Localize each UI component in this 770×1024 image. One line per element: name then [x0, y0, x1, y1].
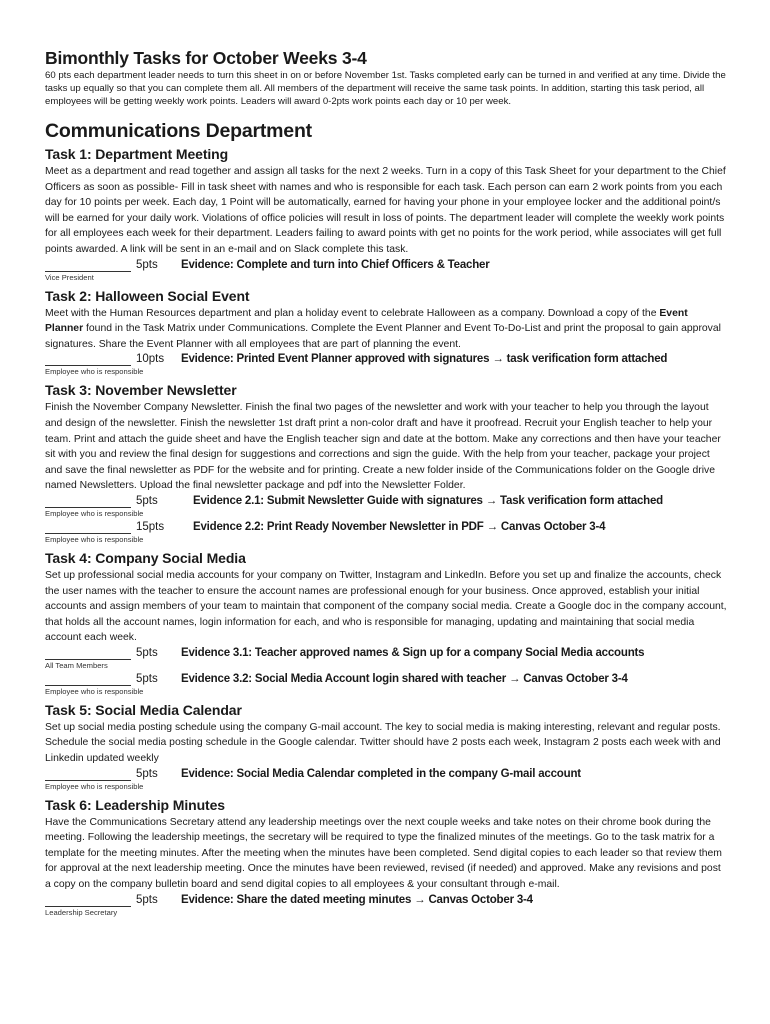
evidence-text: Evidence 2.2: Print Ready November Newsletter in PDF → Canvas October 3-4: [193, 520, 606, 533]
evidence-row: [45, 672, 727, 698]
responsible-role: Employee who is responsible: [45, 686, 144, 696]
intro-paragraph: 60 pts each department leader needs to turn this sheet in on or before November 1st. Tasks completed early can be turned in and verified at any time. Divide the tasks up equally so that you can complete them all. All members of the department will receive the same task points. In addition, starting this task period, all employees will be getting weekly work points. Leaders will award 0-2pts work points each day or 10 per week.: [45, 70, 726, 107]
responsible-role: All Team Members: [45, 660, 108, 670]
signature-line[interactable]: [45, 685, 131, 686]
evidence-row: [45, 646, 727, 672]
department-heading: Communications Department: [45, 120, 312, 142]
responsible-role: Employee who is responsible: [45, 534, 144, 544]
responsible-role: Leadership Secretary: [45, 907, 118, 917]
task-heading: Task 2: Halloween Social Event: [45, 287, 250, 304]
task-description: Set up professional social media accounts for your company on Twitter, Instagram and LinkedIn. Before you set up and finalize the accounts, check the user names with the teacher to ensure the account names are professional enough for your business. Once approved, establish your initial accounts and assign members of your team to maintain that component of the company social media. Create a Google doc in the company account, that holds all the account names, login information for each, and who is responsible for managing, updating and maintaining that social media account each week.: [45, 569, 727, 644]
points-value: 15pts: [136, 520, 165, 533]
points-value: 5pts: [136, 494, 158, 507]
points-value: 5pts: [136, 893, 158, 906]
task-sheet: [45, 48, 727, 919]
evidence-text: Evidence: Social Media Calendar completed in the company G-mail account: [181, 767, 581, 780]
task-heading: Task 4: Company Social Media: [45, 549, 246, 566]
task-3: [45, 382, 727, 546]
event-planner-term: Event Planner: [45, 307, 688, 335]
signature-line[interactable]: [45, 533, 131, 534]
task-6: [45, 797, 727, 919]
responsible-role: Employee who is responsible: [45, 367, 144, 377]
task-heading: Task 5: Social Media Calendar: [45, 701, 242, 718]
points-value: 10pts: [136, 353, 165, 366]
evidence-text: Evidence: Printed Event Planner approved with signatures → task verification form attached: [181, 353, 668, 366]
evidence-row: [45, 494, 727, 520]
evidence-row: [45, 258, 727, 284]
signature-line[interactable]: [45, 659, 131, 660]
signature-line[interactable]: [45, 365, 131, 366]
points-value: 5pts: [136, 767, 158, 780]
evidence-text: Evidence: Complete and turn into Chief Officers & Teacher: [181, 258, 490, 271]
signature-line[interactable]: [45, 507, 131, 508]
task-description: Have the Communications Secretary attend any leadership meetings over the next couple weeks and take notes on their chrome book during the meeting. Following the leadership meetings, the secretary will be required to type the finalized minutes of the meetings. Go to the task matrix for a template for the meeting minutes. After the meeting when the minutes have been completed. Send digital copies to each leader so that review them for approval at the next leadership meeting. Once the minutes have been reviewed, revised (if needed) and approved. Make any revisions and post a copy on the company bulletin board and send digital copies to all employees & your consultant through e-mail.: [45, 816, 722, 891]
responsible-role: Employee who is responsible: [45, 508, 144, 518]
page-title: Bimonthly Tasks for October Weeks 3-4: [45, 48, 367, 68]
evidence-text: Evidence: Share the dated meeting minutes → Canvas October 3-4: [181, 893, 533, 906]
task-heading: Task 3: November Newsletter: [45, 382, 237, 399]
task-1: [45, 146, 727, 284]
task-description-part: Meet with the Human Resources department and plan a holiday event to celebrate Halloween as a company. Download a copy of the: [45, 307, 660, 319]
task-heading: Task 6: Leadership Minutes: [45, 796, 225, 813]
evidence-row: [45, 352, 727, 378]
points-value: 5pts: [136, 672, 158, 685]
task-4: [45, 550, 727, 698]
evidence-row: [45, 893, 727, 919]
responsible-role: Employee who is responsible: [45, 781, 144, 791]
signature-line[interactable]: [45, 271, 131, 272]
signature-line[interactable]: [45, 780, 131, 781]
evidence-text: Evidence 3.1: Teacher approved names & Sign up for a company Social Media accounts: [181, 646, 645, 659]
task-description: Set up social media posting schedule using the company G-mail account. The key to social media is making interesting, relevant and regular posts. Schedule the social media posting schedule in the Google calendar. Twitter should have 2 posts each week, Instagram 2 posts each week with and Linkedin updated weekly: [45, 721, 721, 765]
evidence-text: Evidence 3.2: Social Media Account login shared with teacher → Canvas October 3-4: [181, 672, 628, 685]
points-value: 5pts: [136, 258, 158, 271]
evidence-text: Evidence 2.1: Submit Newsletter Guide with signatures → Task verification form attached: [193, 494, 663, 507]
task-description: Meet as a department and read together and assign all tasks for the next 2 weeks. Turn in a copy of this Task Sheet for your department to the Chief Officers as soon as possible- Fill in task sheet with names and who is responsible for each task. Each person can earn 2 work points from you each day for 10 points per week. Each day, 1 Point will be automatically, earned for having your phone in your employee locker and the additional point/s will be earned for your daily work. Violations of office policies will result in loss of points. The department leader will complete the weekly work points for all employees each week for their department. Leaders failing to award points with get no points for the work period, while associates will get full points awarded. A link will be sent in an e-mail and on Slack complete this task.: [45, 166, 726, 255]
evidence-row: [45, 520, 727, 546]
task-heading: Task 1: Department Meeting: [45, 146, 229, 162]
task-description: Finish the November Company Newsletter. Finish the final two pages of the newsletter and work with your teacher to help you through the layout and design of the newsletter. Finish the newsletter 1st draft print a non-color draft and have it proofread. Recruit your English teacher to help your team. Print and attach the guide sheet and have the English teacher sign and date at the bottom. Make any corrections and then have your teacher sit with you and review the final design for suggestions and corrections and sign the guide. With the help from your teacher, package your project and save the final newsletter as PDF for the website and for printing. Create a new folder inside of the Communications folder on the Google drive named Newsletters. Upload the final newsletter package and pdf into the Newsletter Folder.: [45, 402, 721, 492]
evidence-row: [45, 767, 727, 793]
signature-line[interactable]: [45, 906, 131, 907]
task-5: [45, 702, 727, 793]
task-description-part: found in the Task Matrix under Communications. Complete the Event Planner and Event To-Do-List and print the proposal to gain approval signatures. Share the Event Planner with all employees that are part of planning the event.: [45, 323, 721, 350]
responsible-role: Vice President: [45, 272, 94, 282]
task-2: [45, 288, 727, 379]
task-description: [45, 306, 727, 353]
points-value: 5pts: [136, 646, 158, 659]
